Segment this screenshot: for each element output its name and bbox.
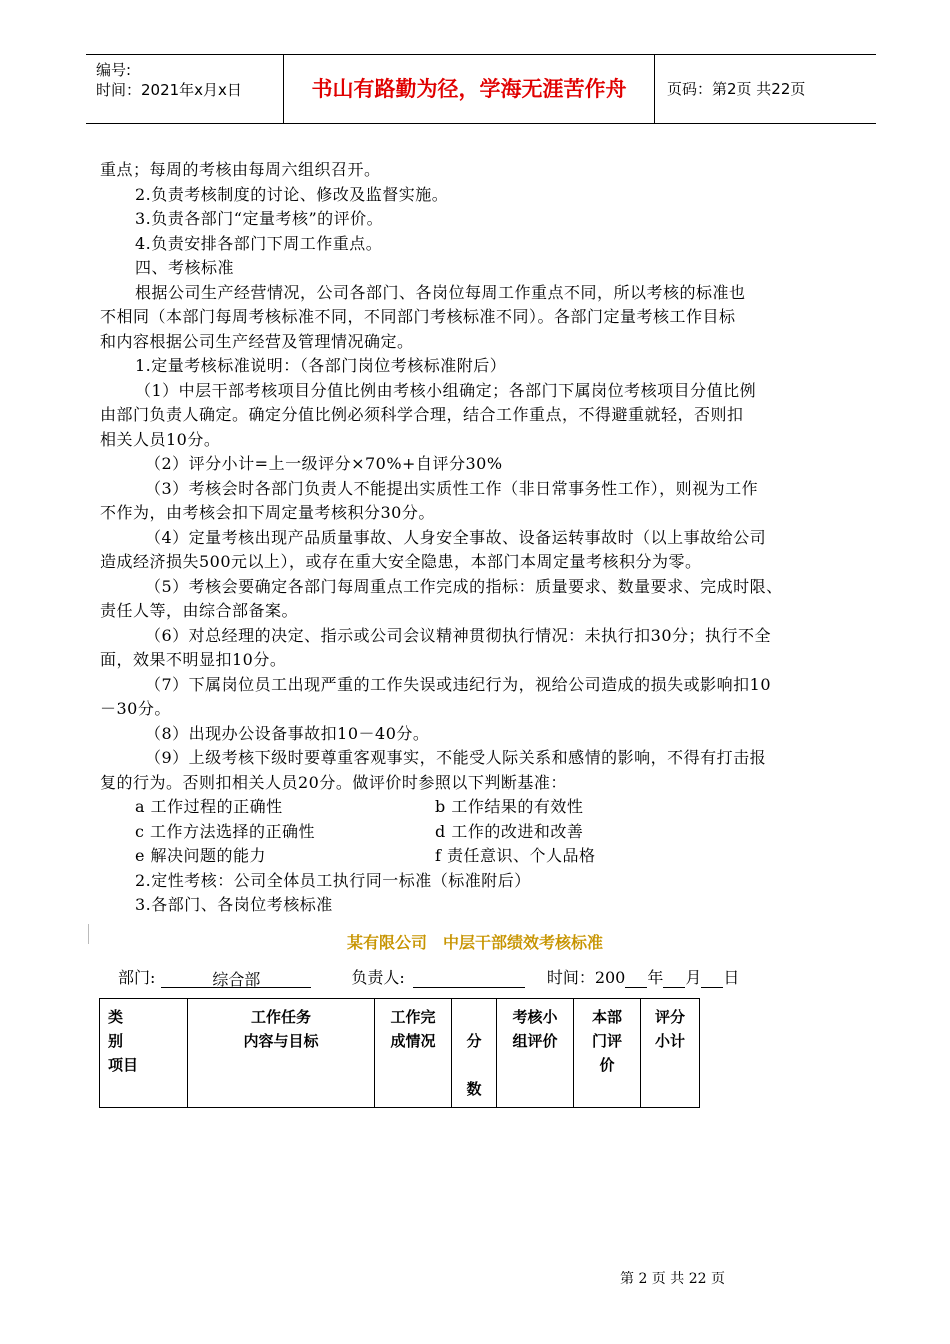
criterion: b 工作结果的有效性: [435, 797, 584, 816]
col-task: 工作任务 内容与目标: [188, 999, 375, 1108]
owner-label: 负责人:: [351, 968, 405, 987]
col-subtotal: 评分 小计: [641, 999, 700, 1108]
section-heading: 四、考核标准: [135, 258, 235, 277]
body-line: 1.定量考核标准说明：（各部门岗位考核标准附后）: [135, 356, 507, 375]
body-line: （1）中层干部考核项目分值比例由考核小组确定；各部门下属岗位考核项目分值比例: [135, 380, 757, 400]
time-label: 时间：2021年x月x日: [96, 81, 242, 99]
form-title: 某有限公司 中层干部绩效考核标准: [346, 933, 603, 952]
body-line: （4）定量考核出现产品质量事故、人身安全事故、设备运转事故时（以上事故给公司: [145, 527, 767, 547]
body-line: 根据公司生产经营情况，公司各部门、各岗位每周工作重点不同，所以考核的标准也: [135, 282, 746, 302]
col-category: 类 别 项目: [100, 999, 188, 1108]
header-meta: [86, 55, 284, 123]
criteria-row: [100, 820, 870, 845]
body-line: 面，效果不明显扣10分。: [100, 650, 287, 669]
body-line: （8）出现办公设备事故扣10－40分。: [145, 723, 430, 743]
year-label: 年: [647, 968, 664, 987]
header-motto: 书山有路勤为径，学海无涯苦作舟: [284, 55, 655, 123]
header-page-number: 页码：第2页 共22页: [667, 80, 806, 98]
dept-label: 部门:: [118, 968, 156, 987]
page-footer: 第 2 页 共 22 页: [620, 1271, 725, 1287]
body-line: （6）对总经理的决定、指示或公司会议精神贯彻执行情况：未执行扣30分；执行不全: [145, 625, 772, 645]
body-line: 2.定性考核：公司全体员工执行同一标准（标准附后）: [135, 870, 531, 890]
col-group-eval: 考核小 组评价: [497, 999, 574, 1108]
document-body: [100, 158, 870, 918]
body-line: （9）上级考核下级时要尊重客观事实，不能受人际关系和感情的影响，不得有打击报: [145, 748, 767, 767]
day-field[interactable]: [701, 967, 723, 988]
body-line: 责任人等，由综合部备案。: [100, 601, 299, 620]
body-line: －30分。: [100, 699, 171, 718]
body-line: （7）下属岗位员工出现严重的工作失误或违纪行为，视给公司造成的损失或影响扣10: [145, 674, 772, 694]
body-line: 2.负责考核制度的讨论、修改及监督实施。: [135, 184, 449, 204]
body-line: 和内容根据公司生产经营及管理情况确定。: [100, 331, 414, 351]
col-completion: 工作完 成情况: [375, 999, 452, 1108]
body-line: 3.各部门、各岗位考核标准: [135, 895, 333, 914]
number-label: 编号:: [96, 61, 132, 79]
body-line: 造成经济损失500元以上），或存在重大安全隐患，本部门本周定量考核积分为零。: [100, 552, 702, 571]
dept-field[interactable]: 综合部: [161, 967, 311, 988]
criteria-row: [100, 844, 870, 869]
form-fields: [118, 965, 739, 988]
owner-field[interactable]: [413, 967, 525, 988]
year-field[interactable]: [625, 967, 647, 988]
body-line: （5）考核会要确定各部门每周重点工作完成的指标：质量要求、数量要求、完成时限、: [145, 576, 783, 596]
col-dept-eval: 本部 门评 价: [574, 999, 641, 1108]
body-line: 不作为，由考核会扣下周定量考核积分30分。: [100, 503, 435, 522]
criterion: f 责任意识、个人品格: [435, 846, 596, 865]
criteria-row: [100, 795, 870, 820]
body-line: （2）评分小计=上一级评分×70%+自评分30%: [145, 454, 503, 473]
month-label: 月: [685, 968, 702, 987]
body-line: 相关人员10分。: [100, 429, 221, 449]
body-line: 4.负责安排各部门下周工作重点。: [135, 233, 383, 253]
criterion: e 解决问题的能力: [135, 846, 267, 865]
body-line: 复的行为。否则扣相关人员20分。做评价时参照以下判断基准：: [100, 772, 567, 792]
body-line: 3.负责各部门“定量考核”的评价。: [135, 209, 384, 228]
page-header: [86, 54, 876, 124]
body-line: 重点；每周的考核由每周六组织召开。: [100, 160, 381, 179]
body-line: 不相同（本部门每周考核标准不同，不同部门考核标准不同）。各部门定量考核工作目标: [100, 307, 736, 326]
day-label: 日: [723, 968, 740, 987]
time-label: 时间：200: [546, 968, 626, 987]
assessment-table: [99, 998, 700, 1108]
body-line: 由部门负责人确定。确定分值比例必须科学合理，结合工作重点，不得避重就轻，否则扣: [100, 405, 744, 424]
month-field[interactable]: [663, 967, 685, 988]
col-score: 分 数: [452, 999, 497, 1108]
body-line: （3）考核会时各部门负责人不能提出实质性工作（非日常事务性工作），则视为工作: [145, 478, 759, 498]
criterion: c 工作方法选择的正确性: [135, 821, 316, 841]
criterion: a 工作过程的正确性: [135, 797, 283, 816]
table-header-row: [100, 999, 700, 1108]
criterion: d 工作的改进和改善: [435, 821, 584, 841]
